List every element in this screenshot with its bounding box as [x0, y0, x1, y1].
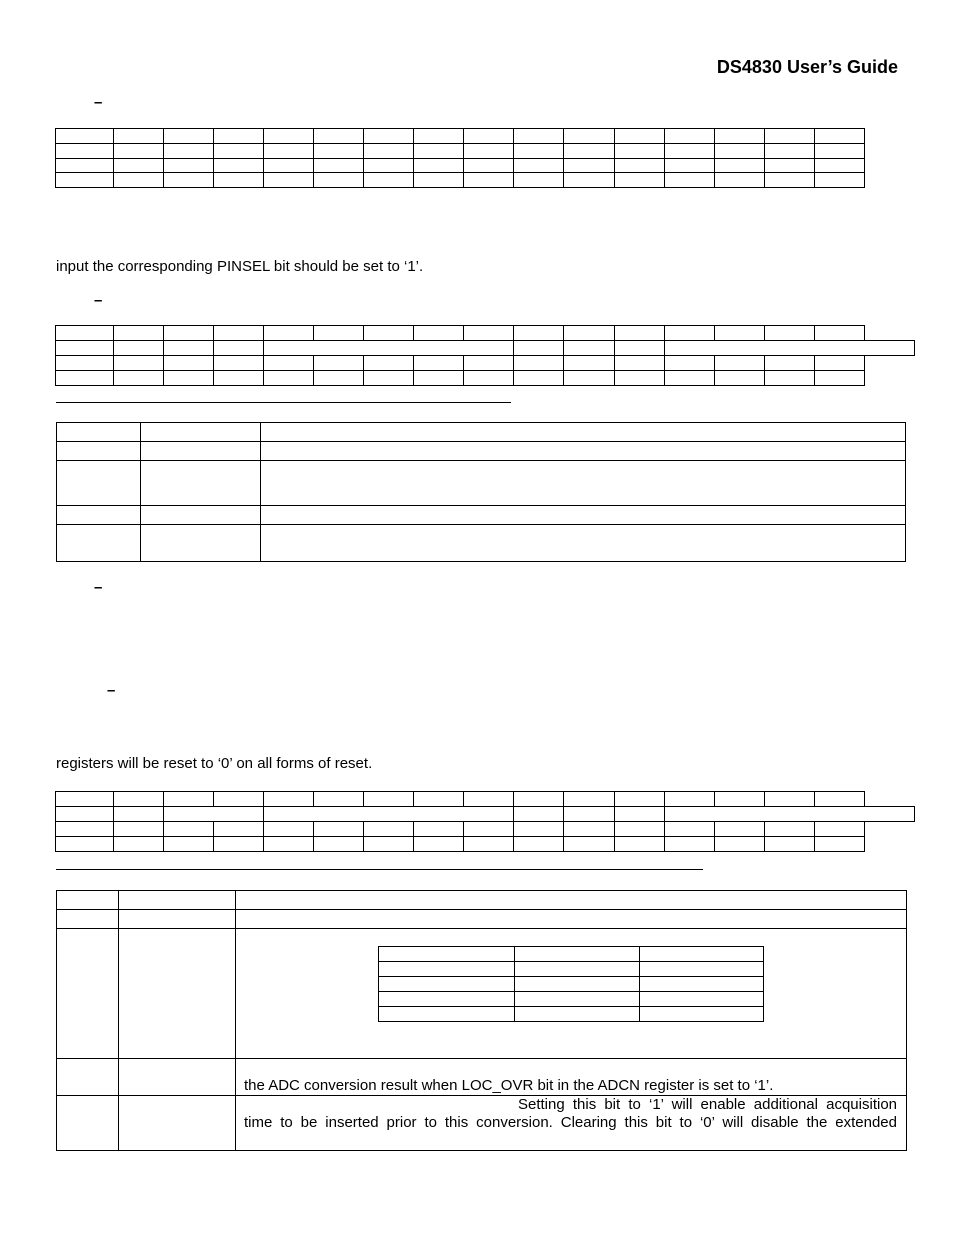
- loc-ovr-description: the ADC conversion result when LOC_OVR bit in the ADCN register is set to ‘1’.: [244, 1077, 774, 1094]
- reset-note: registers will be reset to ‘0’ on all forms of reset.: [56, 755, 373, 772]
- register-bit-table: [55, 325, 915, 386]
- bit-description-table: [56, 422, 906, 562]
- register-bit-table: [55, 128, 915, 188]
- caption-underline: [56, 869, 703, 870]
- acquisition-description-line2: time to be inserted prior to this conversion. Clearing this bit to ‘0’ will disable the extended: [244, 1114, 897, 1131]
- document-title: DS4830 User’s Guide: [716, 57, 898, 77]
- section-dash: –: [94, 292, 103, 309]
- section-dash: –: [94, 579, 103, 596]
- section-dash: –: [94, 94, 103, 111]
- caption-underline: [56, 402, 511, 403]
- pinsel-note: input the corresponding PINSEL bit should be set to ‘1’.: [56, 258, 424, 275]
- acquisition-description-line1: Setting this bit to ‘1’ will enable additional acquisition: [518, 1096, 897, 1113]
- section-dash: –: [107, 682, 116, 699]
- register-bit-table: [55, 791, 915, 852]
- nested-value-table: [378, 946, 764, 1022]
